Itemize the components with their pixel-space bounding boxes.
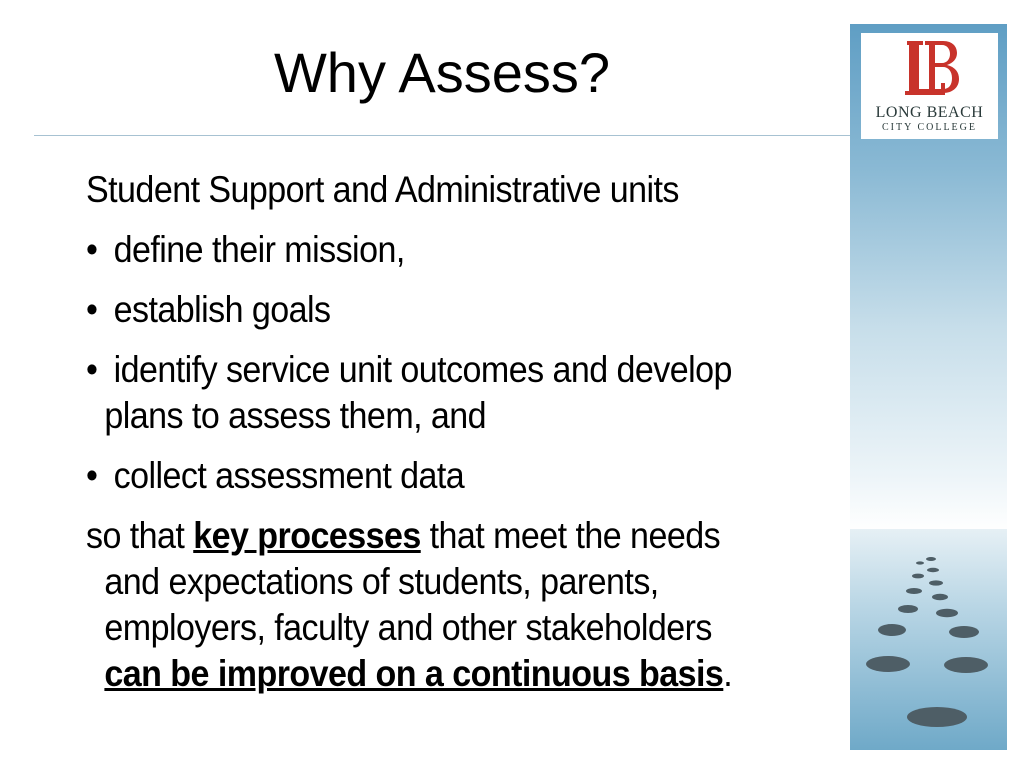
bullet-marker: •: [86, 229, 98, 270]
title-divider: [34, 135, 850, 136]
bullet-text: collect assessment data: [113, 455, 465, 496]
conclusion-part3: .: [723, 653, 733, 694]
intro-text: Student Support and Administrative units: [86, 169, 679, 210]
slide-body: [86, 167, 767, 697]
bullet-item: [86, 347, 767, 439]
bullet-item: [86, 287, 767, 333]
bullet-item: [86, 453, 767, 499]
bullet-marker: •: [86, 455, 98, 496]
key-processes-emphasis: key processes: [193, 515, 421, 556]
stepping-stones-image: [850, 529, 1007, 750]
slide-title: Why Assess?: [273, 41, 611, 104]
bullet-marker: •: [86, 289, 98, 330]
bullet-item: [86, 227, 767, 273]
conclusion-text: [86, 513, 767, 697]
logo-subtitle-text: CITY COLLEGE: [881, 122, 977, 133]
college-logo: [861, 33, 998, 139]
logo-name-text: LONG BEACH: [875, 104, 984, 121]
lb-monogram-icon: [901, 37, 961, 99]
continuous-improvement-emphasis: can be improved on a continuous basis: [104, 653, 724, 694]
bullet-text: define their mission,: [113, 229, 405, 270]
conclusion-part2: that meet the needs and expectations of students, parents, employers, faculty and other stakeholders: [104, 515, 721, 648]
bullet-text: identify service unit outcomes and develop plans to assess them, and: [104, 349, 732, 436]
bullet-marker: •: [86, 349, 98, 390]
conclusion-part1: so that: [86, 515, 194, 556]
decorative-side-panel: [850, 24, 1007, 750]
bullet-text: establish goals: [113, 289, 331, 330]
